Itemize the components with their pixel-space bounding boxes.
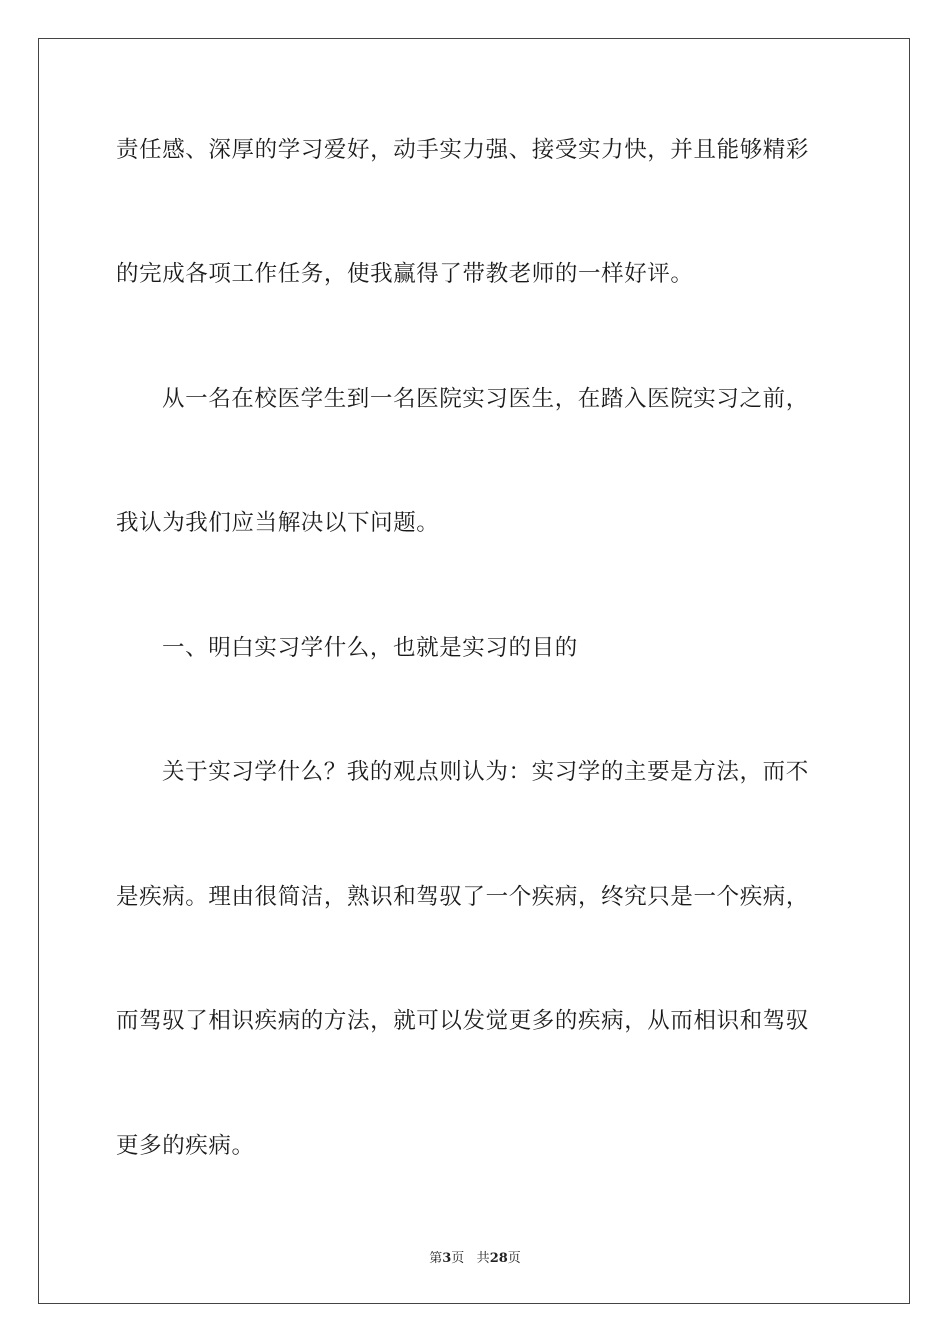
footer-total-suffix: 页: [507, 1251, 521, 1266]
section-heading: 一、明白实习学什么，也就是实习的目的: [162, 635, 578, 661]
page-border: [38, 38, 910, 1304]
body-line-2: 的完成各项工作任务，使我赢得了带教老师的一样好评。: [116, 261, 694, 287]
footer-page-suffix: 页: [451, 1251, 465, 1266]
body-line-1: 责任感、深厚的学习爱好，动手实力强、接受实力快，并且能够精彩: [116, 137, 810, 163]
body-line-3: 从一名在校医学生到一名医院实习医生，在踏入医院实习之前，: [162, 386, 809, 412]
body-line-7: 是疾病。理由很简洁，熟识和驾驭了一个疾病，终究只是一个疾病，: [116, 884, 810, 910]
footer-total-prefix: 共: [476, 1251, 490, 1266]
footer-page-number: 3: [442, 1251, 452, 1266]
body-line-9: 更多的疾病。: [116, 1133, 255, 1159]
body-line-8: 而驾驭了相识疾病的方法，就可以发觉更多的疾病，从而相识和驾驭: [116, 1008, 810, 1034]
footer-page-prefix: 第: [429, 1251, 443, 1266]
body-line-4: 我认为我们应当解决以下问题。: [116, 510, 440, 536]
footer-total-pages: 28: [489, 1251, 508, 1266]
page-footer: [0, 1247, 950, 1266]
body-line-6: 关于实习学什么？我的观点则认为：实习学的主要是方法，而不: [162, 759, 809, 785]
